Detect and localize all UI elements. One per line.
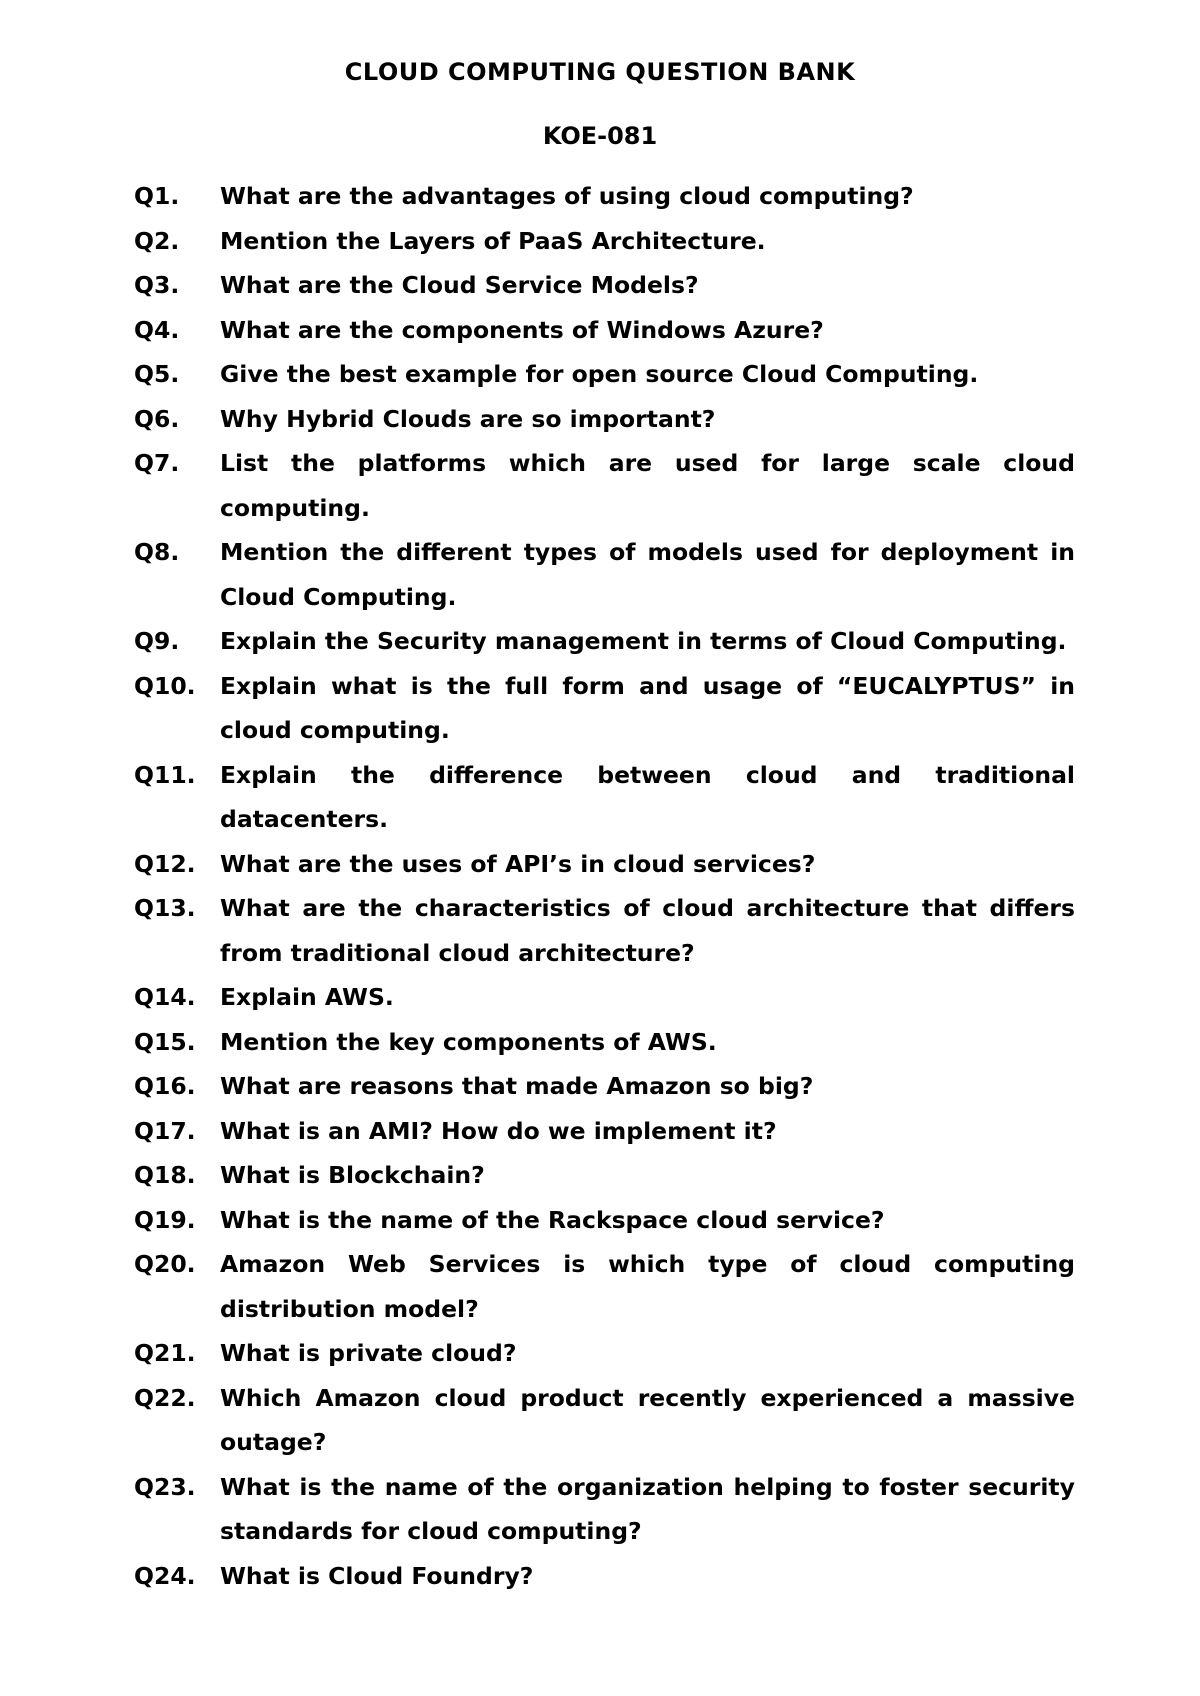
question-text: What are the Cloud Service Models?	[220, 271, 699, 299]
question-number: Q6.	[134, 404, 180, 433]
question-number: Q10.	[134, 671, 196, 700]
question-number: Q16.	[134, 1072, 196, 1100]
question-text: What is the name of the Rackspace cloud service?	[220, 1205, 885, 1234]
question-text: Why Hybrid Clouds are so important?	[220, 404, 716, 433]
question-item	[0, 1020, 1200, 1065]
question-text: Which Amazon cloud product recently experienced a massive outage?	[220, 1383, 1075, 1456]
question-number: Q22.	[134, 1383, 196, 1412]
question-item	[0, 1153, 1200, 1198]
question-item	[0, 619, 1200, 664]
question-text: What is private cloud?	[220, 1339, 517, 1367]
question-number: Q15.	[134, 1027, 196, 1056]
question-text: Explain the difference between cloud and traditional datacenters.	[220, 760, 1075, 833]
question-text: Mention the different types of models used for deployment in Cloud Computing.	[220, 538, 1075, 611]
question-text: What is Cloud Foundry?	[220, 1561, 534, 1590]
question-item	[0, 1331, 1200, 1376]
question-list	[0, 174, 1200, 1598]
question-text: List the platforms which are used for large scale cloud computing.	[220, 449, 1075, 522]
question-number: Q17.	[134, 1116, 196, 1145]
question-number: Q24.	[134, 1561, 196, 1590]
question-item	[0, 397, 1200, 442]
question-text: What are the advantages of using cloud computing?	[220, 182, 914, 210]
question-number: Q9.	[134, 627, 180, 655]
question-item	[0, 1465, 1200, 1554]
question-text: Explain AWS.	[220, 983, 394, 1011]
question-item	[0, 1198, 1200, 1243]
question-text: What are the components of Windows Azure?	[220, 315, 824, 344]
question-text: What are the characteristics of cloud architecture that differs from traditional cloud architecture?	[220, 894, 1075, 967]
course-code: KOE-081	[542, 122, 658, 150]
question-number: Q19.	[134, 1205, 196, 1234]
question-number: Q13.	[134, 894, 196, 922]
question-number: Q4.	[134, 315, 180, 344]
question-item	[0, 219, 1200, 264]
question-text: What is an AMI? How do we implement it?	[220, 1116, 777, 1145]
question-number: Q20.	[134, 1250, 196, 1278]
question-text: What is the name of the organization helping to foster security standards for cloud computing?	[220, 1472, 1075, 1545]
question-item	[0, 441, 1200, 530]
question-item	[0, 1376, 1200, 1465]
question-text: What are the uses of API’s in cloud services?	[220, 849, 816, 878]
question-number: Q12.	[134, 849, 196, 878]
question-text: Mention the Layers of PaaS Architecture.	[220, 226, 766, 255]
question-item	[0, 1554, 1200, 1599]
question-item	[0, 886, 1200, 975]
question-item	[0, 1064, 1200, 1109]
question-number: Q18.	[134, 1161, 196, 1189]
question-item	[0, 1242, 1200, 1331]
question-item	[0, 664, 1200, 753]
question-text: Explain the Security management in terms of Cloud Computing.	[220, 627, 1067, 655]
question-text: Give the best example for open source Cloud Computing.	[220, 360, 979, 388]
question-text: Mention the key components of AWS.	[220, 1027, 717, 1056]
question-number: Q21.	[134, 1339, 196, 1367]
question-number: Q5.	[134, 360, 180, 388]
question-number: Q7.	[134, 449, 180, 477]
question-number: Q2.	[134, 226, 180, 255]
question-item	[0, 263, 1200, 308]
question-item	[0, 842, 1200, 887]
question-text: Amazon Web Services is which type of cloud computing distribution model?	[220, 1250, 1075, 1323]
question-item	[0, 975, 1200, 1020]
question-item	[0, 1109, 1200, 1154]
question-item	[0, 530, 1200, 619]
question-item	[0, 174, 1200, 219]
question-number: Q14.	[134, 983, 196, 1011]
question-number: Q23.	[134, 1472, 196, 1501]
question-number: Q8.	[134, 538, 180, 566]
question-item	[0, 308, 1200, 353]
question-number: Q11.	[134, 760, 196, 789]
question-text: What is Blockchain?	[220, 1161, 485, 1189]
question-number: Q1.	[134, 182, 180, 210]
document-title: CLOUD COMPUTING QUESTION BANK	[344, 58, 856, 86]
question-item	[0, 753, 1200, 842]
question-item	[0, 352, 1200, 397]
question-text: Explain what is the full form and usage of “EUCALYPTUS” in cloud computing.	[220, 671, 1075, 744]
question-text: What are reasons that made Amazon so big?	[220, 1072, 814, 1100]
question-number: Q3.	[134, 271, 180, 299]
